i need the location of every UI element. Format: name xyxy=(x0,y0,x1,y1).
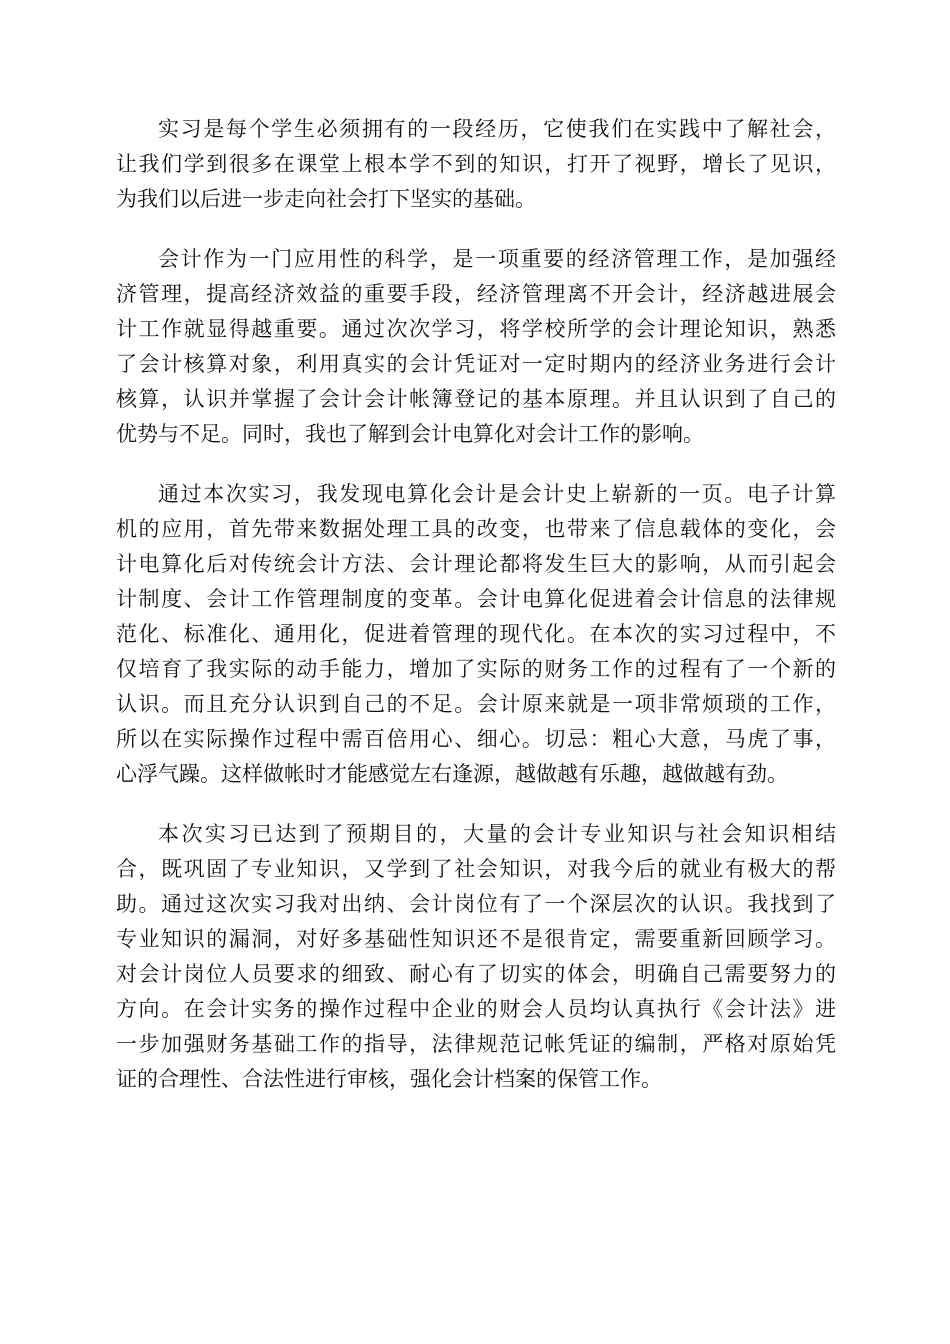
text-line: 仅培育了我实际的动手能力，增加了实际的财务工作的过程有了一个新的 xyxy=(116,657,836,681)
text-line: 优势与不足。同时，我也了解到会计电算化对会计工作的影响。 xyxy=(116,422,704,446)
document-body xyxy=(116,112,836,1122)
text-line: 实习是每个学生必须拥有的一段经历，它使我们在实践中了解社会， xyxy=(158,117,836,141)
text-line: 专业知识的漏洞，对好多基础性知识还不是很肯定，需要重新回顾学习。 xyxy=(116,927,836,951)
text-line: 范化、标准化、通用化，促进着管理的现代化。在本次的实习过程中，不 xyxy=(116,622,836,646)
text-line: 让我们学到很多在课堂上根本学不到的知识，打开了视野，增长了见识， xyxy=(116,152,836,176)
text-line: 为我们以后进一步走向社会打下坚实的基础。 xyxy=(116,187,536,211)
text-line: 本次实习已达到了预期目的，大量的会计专业知识与社会知识相结 xyxy=(158,822,836,846)
text-line: 一步加强财务基础工作的指导，法律规范记帐凭证的编制，严格对原始凭 xyxy=(116,1032,836,1056)
text-line: 了会计核算对象，利用真实的会计凭证对一定时期内的经济业务进行会计 xyxy=(116,352,836,376)
text-line: 计工作就显得越重要。通过次次学习，将学校所学的会计理论知识，熟悉 xyxy=(116,317,836,341)
text-line: 心浮气躁。这样做帐时才能感觉左右逢源，越做越有乐趣，越做越有劲。 xyxy=(116,762,788,786)
paragraph-1 xyxy=(116,112,836,217)
text-line: 方向。在会计实务的操作过程中企业的财会人员均认真执行《会计法》进 xyxy=(116,997,836,1021)
text-line: 核算，认识并掌握了会计会计帐簿登记的基本原理。并且认识到了自己的 xyxy=(116,387,836,411)
paragraph-3 xyxy=(116,477,836,792)
text-line: 认识。而且充分认识到自己的不足。会计原来就是一项非常烦琐的工作， xyxy=(116,692,836,716)
text-line: 机的应用，首先带来数据处理工具的改变，也带来了信息载体的变化，会 xyxy=(116,517,836,541)
text-line: 计电算化后对传统会计方法、会计理论都将发生巨大的影响，从而引起会 xyxy=(116,552,836,576)
text-line: 济管理，提高经济效益的重要手段，经济管理离不开会计，经济越进展会 xyxy=(116,282,836,306)
text-line: 会计作为一门应用性的科学，是一项重要的经济管理工作，是加强经 xyxy=(158,247,836,271)
text-line: 通过本次实习，我发现电算化会计是会计史上崭新的一页。电子计算 xyxy=(158,482,836,506)
paragraph-4 xyxy=(116,817,836,1097)
text-line: 对会计岗位人员要求的细致、耐心有了切实的体会，明确自己需要努力的 xyxy=(116,962,836,986)
text-line: 计制度、会计工作管理制度的变革。会计电算化促进着会计信息的法律规 xyxy=(116,587,836,611)
text-line: 助。通过这次实习我对出纳、会计岗位有了一个深层次的认识。我找到了 xyxy=(116,892,836,916)
text-line: 证的合理性、合法性进行审核，强化会计档案的保管工作。 xyxy=(116,1067,662,1091)
text-line: 合，既巩固了专业知识，又学到了社会知识，对我今后的就业有极大的帮 xyxy=(116,857,836,881)
text-line: 所以在实际操作过程中需百倍用心、细心。切忌：粗心大意，马虎了事， xyxy=(116,727,836,751)
paragraph-2 xyxy=(116,242,836,452)
